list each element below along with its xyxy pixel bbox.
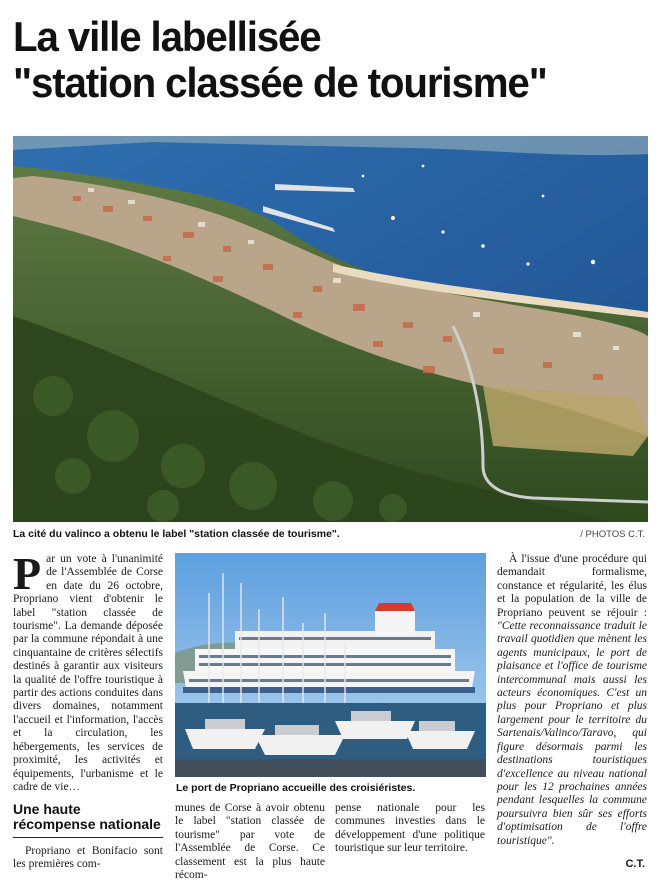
main-photo-caption: La cité du valinco a obtenu le label "station classée de tourisme".: [13, 528, 340, 540]
port-photo-illustration: [175, 553, 486, 777]
article-text-col3: pense nationale pour les communes investies dans le développement d'une politique touristique sur leur territoire.: [335, 802, 485, 855]
article-column-1: [13, 548, 163, 794]
article-text-col2: munes de Corse à avoir obtenu le label "station classée de tourisme" par vote de l'Assemblée de Corse. Ce classement est la plus haute récom-: [175, 802, 325, 882]
article-text-col1: ar un vote à l'unanimité de l'Assemblée de Corse en date du 26 octobre, Propriano vient d'obtenir le label "station classée de tourisme". La demande déposée par la commune répondait à une cinquantaine de critères sélectifs destinés à garantir aux visiteurs la qualité de l'offre touristique à partir des actions conduites dans divers domaines, notamment l'accueil et l'information, l'accès et la circulation, les hébergements, les services de proximité, les activités et équipements, l'urbanisme et le cadre de vie…: [13, 553, 163, 793]
article-column-3: [335, 802, 485, 856]
subheading-rule: [13, 837, 163, 838]
photo-credit: / PHOTOS C.T.: [580, 529, 645, 540]
article-text-col1b: Propriano et Bonifacio sont les premières com-: [13, 845, 163, 871]
article-column-1-continued: [13, 845, 163, 872]
article-headline: [13, 14, 618, 106]
author-signature: C.T.: [625, 858, 645, 870]
dropcap-letter: P: [13, 548, 42, 599]
port-photo-caption: Le port de Propriano accueille des croisiéristes.: [176, 782, 416, 794]
headline-line-1: La ville labellisée: [13, 13, 321, 60]
port-photo-cruise-ship: [175, 553, 486, 777]
article-quote: "Cette reconnaissance traduit le travail quotidien que mènent les agents municipaux, le port de plaisance et l'office de tourisme intercommunal mais aussi les acteurs économiques. C'est un plus pour Propriano et plus largement pour le territoire du Sartenais/Valinco/Taravo, qui figure désormais parmi les destinations touristiques d'excellence au niveau national pour les 12 prochaines années pendant lesquelles la commune poursuivra bien sûr ses efforts d'optimisation de l'offre touristique".: [497, 620, 647, 847]
article-subheading: Une haute récompense nationale: [13, 801, 161, 832]
aerial-photo-propriano: [13, 136, 648, 522]
headline-line-2: "station classée de tourisme": [13, 59, 547, 106]
article-text-col4: À l'issue d'une procédure qui demandait formalisme, constance et régularité, les élus et la population de la ville de Propriano peuvent se réjouir :: [497, 553, 647, 619]
aerial-photo-illustration: [13, 136, 648, 522]
article-column-2: [175, 802, 325, 882]
article-column-4: [497, 553, 647, 848]
